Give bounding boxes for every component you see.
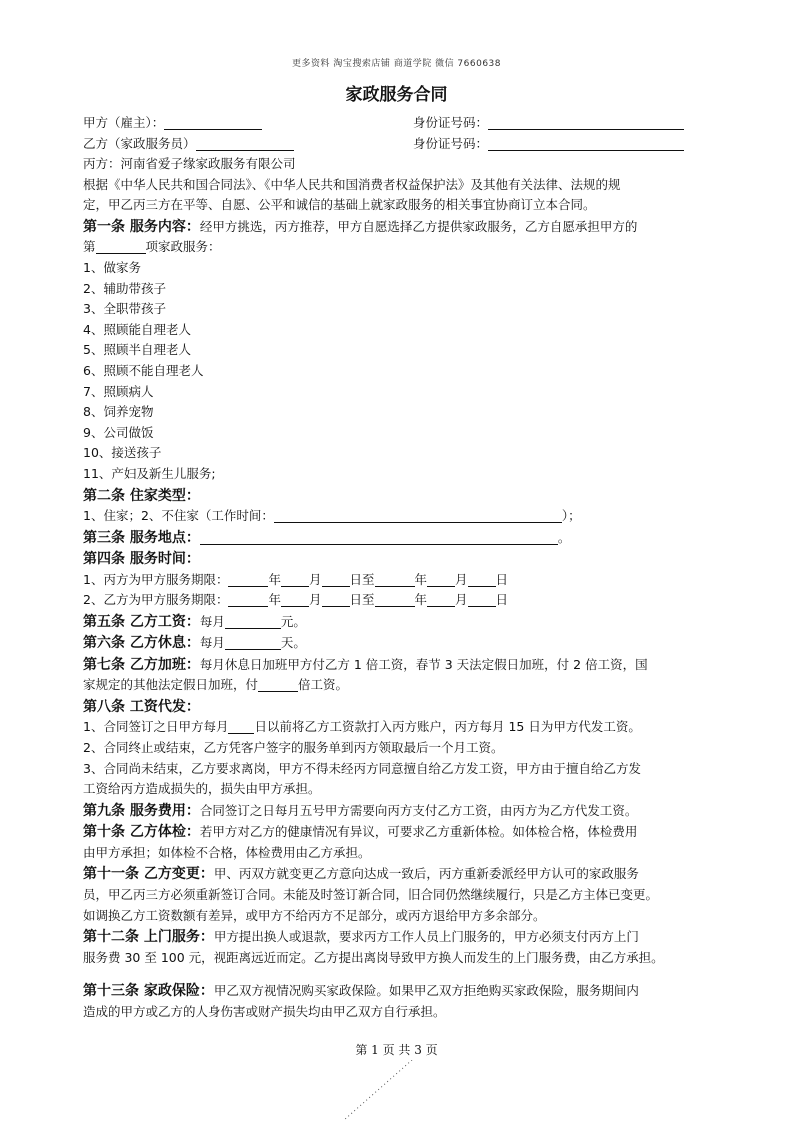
service-item: 9、公司做饭: [83, 424, 154, 440]
article-2-heading: [83, 485, 715, 507]
article-1-prefix: 第: [83, 239, 96, 255]
article-10-heading: 第十条 乙方体检：: [83, 824, 200, 841]
service-item: 6、照顾不能自理老人: [83, 363, 204, 379]
article-3-heading: 第三条 服务地点：: [83, 529, 200, 546]
article-6: [83, 632, 715, 654]
id-label-a: 身份证号码：: [413, 115, 489, 130]
article-11-line-3: 如调换乙方工资数额有差异，或甲方不给丙方不足部分，或丙方退给甲方多余部分。: [83, 907, 546, 923]
article-13-text: 甲乙双方视情况购买家政保险。如果甲乙双方拒绝购买家政保险，服务期间内: [213, 983, 639, 999]
article-6-suffix: 天。: [280, 635, 306, 651]
period-b-label: 2、乙方为甲方服务期限：: [83, 592, 229, 608]
article-11-line-2: 员，甲乙丙三方必须重新签订合同。未能及时签订新合同，旧合同仍然继续履行，只是乙方主体已变更。: [83, 886, 659, 902]
party-a-blank: [164, 115, 262, 130]
article-11: [83, 863, 715, 885]
article-11-heading: 第十一条 乙方变更：: [83, 866, 214, 883]
article-12-text: 甲方提出换人或退款，要求丙方工作人员上门服务的，甲方必须支付丙方上门: [213, 929, 639, 945]
blank: [427, 572, 455, 587]
salary-blank: [225, 614, 281, 629]
day-label: 日: [495, 592, 509, 608]
service-period-c: [83, 570, 715, 591]
article-8-suffix: 日以前将乙方工资款打入丙方账户，丙方每月 15 日为甲方代发工资。: [254, 719, 641, 735]
blank: [322, 572, 350, 587]
article-9-text: 合同签订之日每月五号甲方需要向丙方支付乙方工资，由丙方为乙方代发工资。: [199, 802, 638, 818]
party-c-line: 丙方：河南省爱子缘家政服务有限公司: [83, 156, 296, 172]
promo-header-line: 更多资料 淘宝搜索店铺 商道学院 微信 7660638: [291, 59, 502, 69]
article-9: [83, 800, 715, 822]
article-8-heading: [83, 696, 715, 718]
article-1-suffix: 项家政服务：: [145, 239, 221, 255]
party-a-line: [83, 113, 715, 134]
party-b-line: [83, 134, 715, 155]
article-5-heading: 第五条 乙方工资：: [83, 613, 200, 630]
article-8-title: 第八条 工资代发：: [83, 698, 200, 715]
service-item: 10、接送孩子: [83, 445, 162, 461]
service-period-b: [83, 590, 715, 611]
article-12-heading: 第十二条 上门服务：: [83, 929, 214, 946]
article-8-line-1: [83, 717, 715, 738]
article-7-suffix: 倍工资。: [298, 677, 349, 693]
article-10-text: 若甲方对乙方的健康情况有异议，可要求乙方重新体检。如体检合格，体检费用: [199, 824, 638, 840]
article-10-line-2: 由甲方承担；如体检不合格，体检费用由乙方承担。: [83, 844, 371, 860]
article-5: [83, 611, 715, 633]
year-label: 年: [414, 592, 428, 608]
article-9-heading: 第九条 服务费用：: [83, 802, 200, 819]
article-13-heading: 第十三条 家政保险：: [83, 983, 214, 1000]
blank: [468, 572, 496, 587]
service-item: 8、饲养宠物: [83, 404, 154, 420]
page-number: 第 1 页 共 3 页: [355, 1043, 438, 1057]
contract-body: [83, 113, 715, 1022]
service-item: 5、照顾半自理老人: [83, 342, 191, 358]
residence-type-end: ）；: [561, 508, 581, 524]
id-blank-b: [488, 136, 684, 151]
service-item: 2、辅助带孩子: [83, 280, 166, 296]
blank: [375, 592, 415, 607]
rest-days-blank: [225, 635, 281, 650]
article-2-title: 第二条 住家类型：: [83, 487, 200, 504]
preamble-line-2: 定，甲乙丙三方在平等、自愿、公平和诚信的基础上就家政服务的相关事宜协商订立本合同。: [83, 197, 596, 213]
work-hours-blank: [274, 508, 562, 523]
article-4-title: 第四条 服务时间：: [83, 551, 200, 568]
article-13-line-2: 造成的甲方或乙方的人身伤害或财产损失均由甲乙双方自行承担。: [83, 1003, 446, 1019]
article-11-text: 甲、丙双方就变更乙方意向达成一致后，丙方重新委派经甲方认可的家政服务: [213, 866, 639, 882]
article-6-prefix: 每月: [199, 635, 225, 651]
article-7-prefix: 家规定的其他法定假日加班，付: [83, 677, 259, 693]
service-item: 3、全职带孩子: [83, 301, 166, 317]
service-item: 1、做家务: [83, 260, 141, 276]
month-label: 月: [308, 571, 322, 587]
paragraph-gap: [83, 968, 715, 980]
preamble-line-1: 根据《中华人民共和国合同法》、《中华人民共和国消费者权益保护法》及其他有关法律、法规的规: [83, 176, 621, 192]
article-5-prefix: 每月: [199, 613, 225, 629]
blank: [322, 592, 350, 607]
day-to-label: 日至: [349, 592, 375, 608]
residence-type-text: 1、住家；2、不住家（工作时间：: [83, 508, 274, 524]
year-label: 年: [414, 571, 428, 587]
article-2-line: [83, 506, 715, 527]
service-address-blank: [200, 530, 558, 545]
blank: [281, 592, 309, 607]
article-6-heading: 第六条 乙方休息：: [83, 635, 200, 652]
article-1: [83, 216, 715, 238]
party-b-label: 乙方（家政服务员）: [83, 135, 196, 151]
article-8-line-3: 3、合同尚未结束，乙方要求离岗，甲方不得未经丙方同意擅自给乙方发工资，甲方由于擅自给乙方发: [83, 760, 641, 776]
blank: [228, 572, 268, 587]
overtime-multiplier-blank: [258, 677, 298, 692]
blank: [281, 572, 309, 587]
id-blank-a: [488, 115, 684, 130]
year-label: 年: [268, 571, 281, 587]
party-b-blank: [196, 136, 294, 151]
id-label-b: 身份证号码：: [413, 135, 489, 151]
party-a-label: 甲方（雇主）：: [83, 115, 165, 130]
service-item: 11、产妇及新生儿服务;: [83, 466, 216, 481]
service-item: 4、照顾能自理老人: [83, 321, 191, 337]
article-3: [83, 527, 715, 549]
blank: [427, 592, 455, 607]
document-title: 家政服务合同: [345, 85, 448, 105]
article-8-line-4: 工资给丙方造成损失的，损失由甲方承担。: [83, 781, 321, 797]
article-1-line-2: [83, 237, 715, 258]
article-1-heading: 第一条 服务内容：: [83, 218, 200, 235]
blank: [375, 572, 415, 587]
dotted-line-decoration: [340, 1060, 420, 1122]
blank: [468, 592, 496, 607]
article-12: [83, 926, 715, 948]
article-8-prefix: 1、合同签订之日甲方每月: [83, 719, 229, 735]
article-8-line-2: 2、合同终止或结束，乙方凭客户签字的服务单到丙方领取最后一个月工资。: [83, 740, 504, 756]
article-7-heading: 第七条 乙方加班：: [83, 656, 200, 673]
article-12-line-2: 服务费 30 至 100 元，视距离远近而定。乙方提出离岗导致甲方换人而发生的上门服务费，由乙方承担。: [83, 949, 664, 965]
month-label: 月: [455, 592, 468, 608]
day-label: 日: [495, 571, 509, 587]
article-10: [83, 821, 715, 843]
day-to-label: 日至: [349, 571, 375, 587]
year-label: 年: [268, 592, 281, 608]
service-item: 7、照顾病人: [83, 383, 154, 399]
payday-blank: [228, 719, 254, 734]
article-13: [83, 980, 715, 1002]
article-4-heading: [83, 548, 715, 570]
month-label: 月: [455, 571, 468, 587]
service-count-blank: [96, 239, 146, 254]
article-7-line-2: [83, 675, 715, 696]
blank: [228, 592, 268, 607]
period-c-label: 1、丙方为甲方服务期限：: [83, 571, 229, 587]
article-1-text: 经甲方挑选，丙方推荐，甲方自愿选择乙方提供家政服务，乙方自愿承担甲方的: [199, 218, 638, 234]
month-label: 月: [308, 592, 322, 608]
article-3-end: 。: [557, 529, 571, 545]
article-7: [83, 654, 715, 676]
article-7-text: 每月休息日加班甲方付乙方 1 倍工资，春节 3 天法定假日加班，付 2 倍工资，国: [199, 656, 648, 672]
article-5-suffix: 元。: [280, 613, 306, 629]
